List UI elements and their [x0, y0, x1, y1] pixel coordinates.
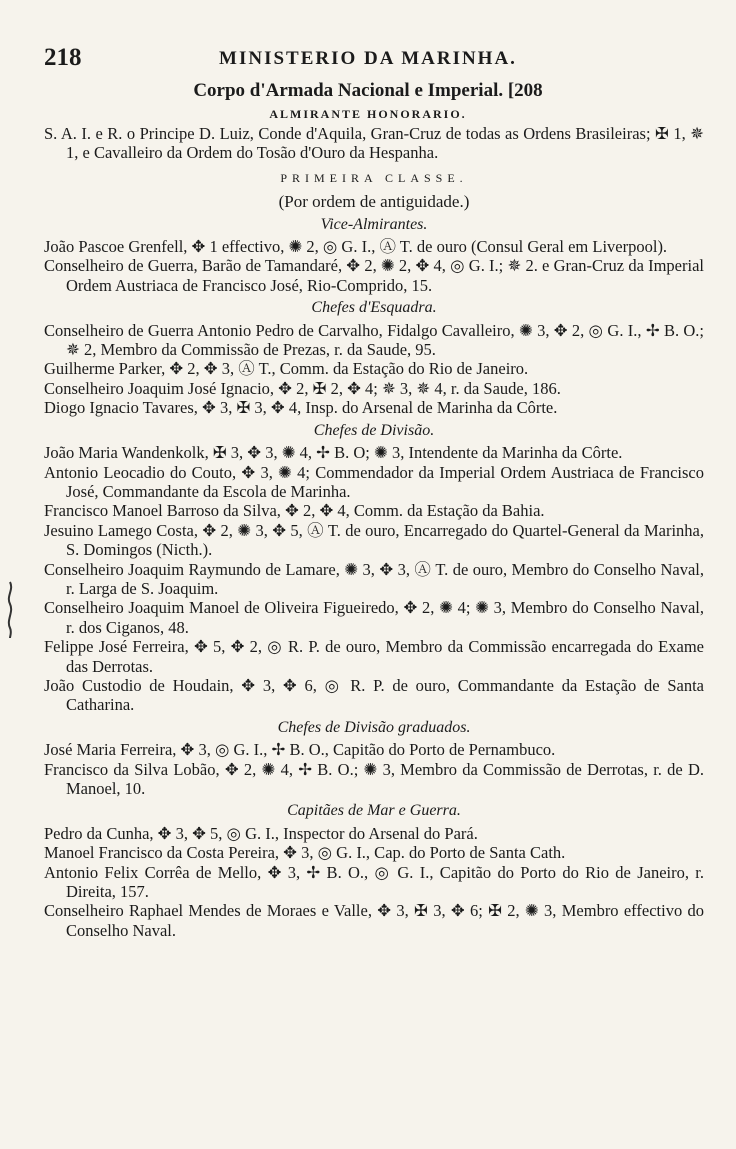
officer-entry: João Pascoe Grenfell, ✥ 1 effectivo, ✺ 2, ◎ G. I., Ⓐ T. de ouro (Consul Geral em Liverpool).	[44, 237, 668, 257]
section-heading: Vice-Almirantes.	[320, 215, 428, 233]
officer-entry: Antonio Leocadio do Couto, ✥ 3, ✺ 4; Commendador da Imperial Ordem Austriaca de Francisco José, Commandante da Escola de Marinha.	[44, 462, 704, 501]
sections-container	[44, 215, 704, 941]
document-body	[44, 124, 704, 940]
officer-entry: Conselheiro Joaquim Manoel de Oliveira Figueiredo, ✥ 2, ✺ 4; ✺ 3, Membro do Conselho Naval, r. dos Ciganos, 48.	[44, 598, 704, 637]
page-header	[0, 44, 736, 74]
officer-entry: Francisco Manoel Barroso da Silva, ✥ 2, ✥ 4, Comm. da Estação da Bahia.	[44, 501, 545, 521]
honorary-heading: ALMIRANTE HONORARIO.	[269, 107, 467, 121]
officer-entry: Jesuino Lamego Costa, ✥ 2, ✺ 3, ✥ 5, Ⓐ T. de ouro, Encarregado do Quartel-General da Marinha, S. Domingos (Nicth.).	[44, 520, 704, 560]
section-subtitle: Corpo d'Armada Nacional e Imperial. [208	[193, 80, 543, 101]
officer-entry: Conselheiro de Guerra, Barão de Tamandaré, ✥ 2, ✺ 2, ✥ 4, ◎ G. I.; ✵ 2. e Gran-Cruz da Imperial Ordem Austriaca de Francisco José, Rio-Comprido, 15.	[44, 256, 704, 295]
officer-entry: Francisco da Silva Lobão, ✥ 2, ✺ 4, ✢ B. O.; ✺ 3, Membro da Commissão de Derrotas, r. de D. Manoel, 10.	[44, 759, 704, 798]
section-heading: Chefes de Divisão.	[313, 421, 435, 439]
margin-bracket-mark	[4, 580, 16, 640]
officer-entry: Pedro da Cunha, ✥ 3, ✥ 5, ◎ G. I., Inspector do Arsenal do Pará.	[44, 823, 478, 843]
officer-entry: Conselheiro de Guerra Antonio Pedro de Carvalho, Fidalgo Cavalleiro, ✺ 3, ✥ 2, ◎ G. I., ✢ B. O.; ✵ 2, Membro da Commissão de Prezas, r. da Saude, 95.	[44, 320, 704, 360]
officer-entry: Felippe José Ferreira, ✥ 5, ✥ 2, ◎ R. P. de ouro, Membro da Commissão encarregada do Exame das Derrotas.	[44, 637, 704, 676]
page-number: 218	[44, 44, 82, 71]
officer-entry: João Custodio de Houdain, ✥ 3, ✥ 6, ◎ R. P. de ouro, Commandante da Estação de Santa Catharina.	[44, 675, 704, 715]
order-note: (Por ordem de antiguidade.)	[278, 192, 470, 212]
officer-entry: Conselheiro Joaquim José Ignacio, ✥ 2, ✠ 2, ✥ 4; ✵ 3, ✵ 4, r. da Saude, 186.	[44, 378, 561, 398]
officer-entry: Antonio Felix Corrêa de Mello, ✥ 3, ✢ B. O., ◎ G. I., Capitão do Porto do Rio de Janeiro, r. Direita, 157.	[44, 862, 704, 902]
officer-entry: Conselheiro Joaquim Raymundo de Lamare, ✺ 3, ✥ 3, Ⓐ T. de ouro, Membro do Conselho Naval, r. Larga de S. Joaquim.	[44, 559, 704, 598]
officer-entry: Conselheiro Raphael Mendes de Moraes e Valle, ✥ 3, ✠ 3, ✥ 6; ✠ 2, ✺ 3, Membro effectivo do Conselho Naval.	[44, 901, 704, 940]
officer-entry: Manoel Francisco da Costa Pereira, ✥ 3, ◎ G. I., Cap. do Porto de Santa Cath.	[44, 843, 566, 863]
section-heading: Chefes d'Esquadra.	[311, 299, 437, 317]
officer-entry: Diogo Ignacio Tavares, ✥ 3, ✠ 3, ✥ 4, Insp. do Arsenal de Marinha da Côrte.	[44, 398, 558, 418]
running-title: MINISTERIO DA MARINHA.	[219, 48, 517, 69]
officer-entry: João Maria Wandenkolk, ✠ 3, ✥ 3, ✺ 4, ✢ B. O; ✺ 3, Intendente da Marinha da Côrte.	[44, 443, 623, 463]
officer-entry: Guilherme Parker, ✥ 2, ✥ 3, Ⓐ T., Comm. da Estação do Rio de Janeiro.	[44, 359, 529, 379]
section-heading: Chefes de Divisão graduados.	[277, 718, 471, 736]
section-heading: Capitães de Mar e Guerra.	[287, 802, 461, 820]
honorary-entry: S. A. I. e R. o Principe D. Luiz, Conde d'Aquila, Gran-Cruz de todas as Ordens Brasileiras; ✠ 1, ✵ 1, e Cavalleiro da Ordem do Tosão d'Ouro da Hespanha.	[44, 124, 704, 163]
officer-entry: José Maria Ferreira, ✥ 3, ◎ G. I., ✢ B. O., Capitão do Porto de Pernambuco.	[44, 740, 556, 760]
class-heading: PRIMEIRA CLASSE.	[280, 170, 468, 185]
